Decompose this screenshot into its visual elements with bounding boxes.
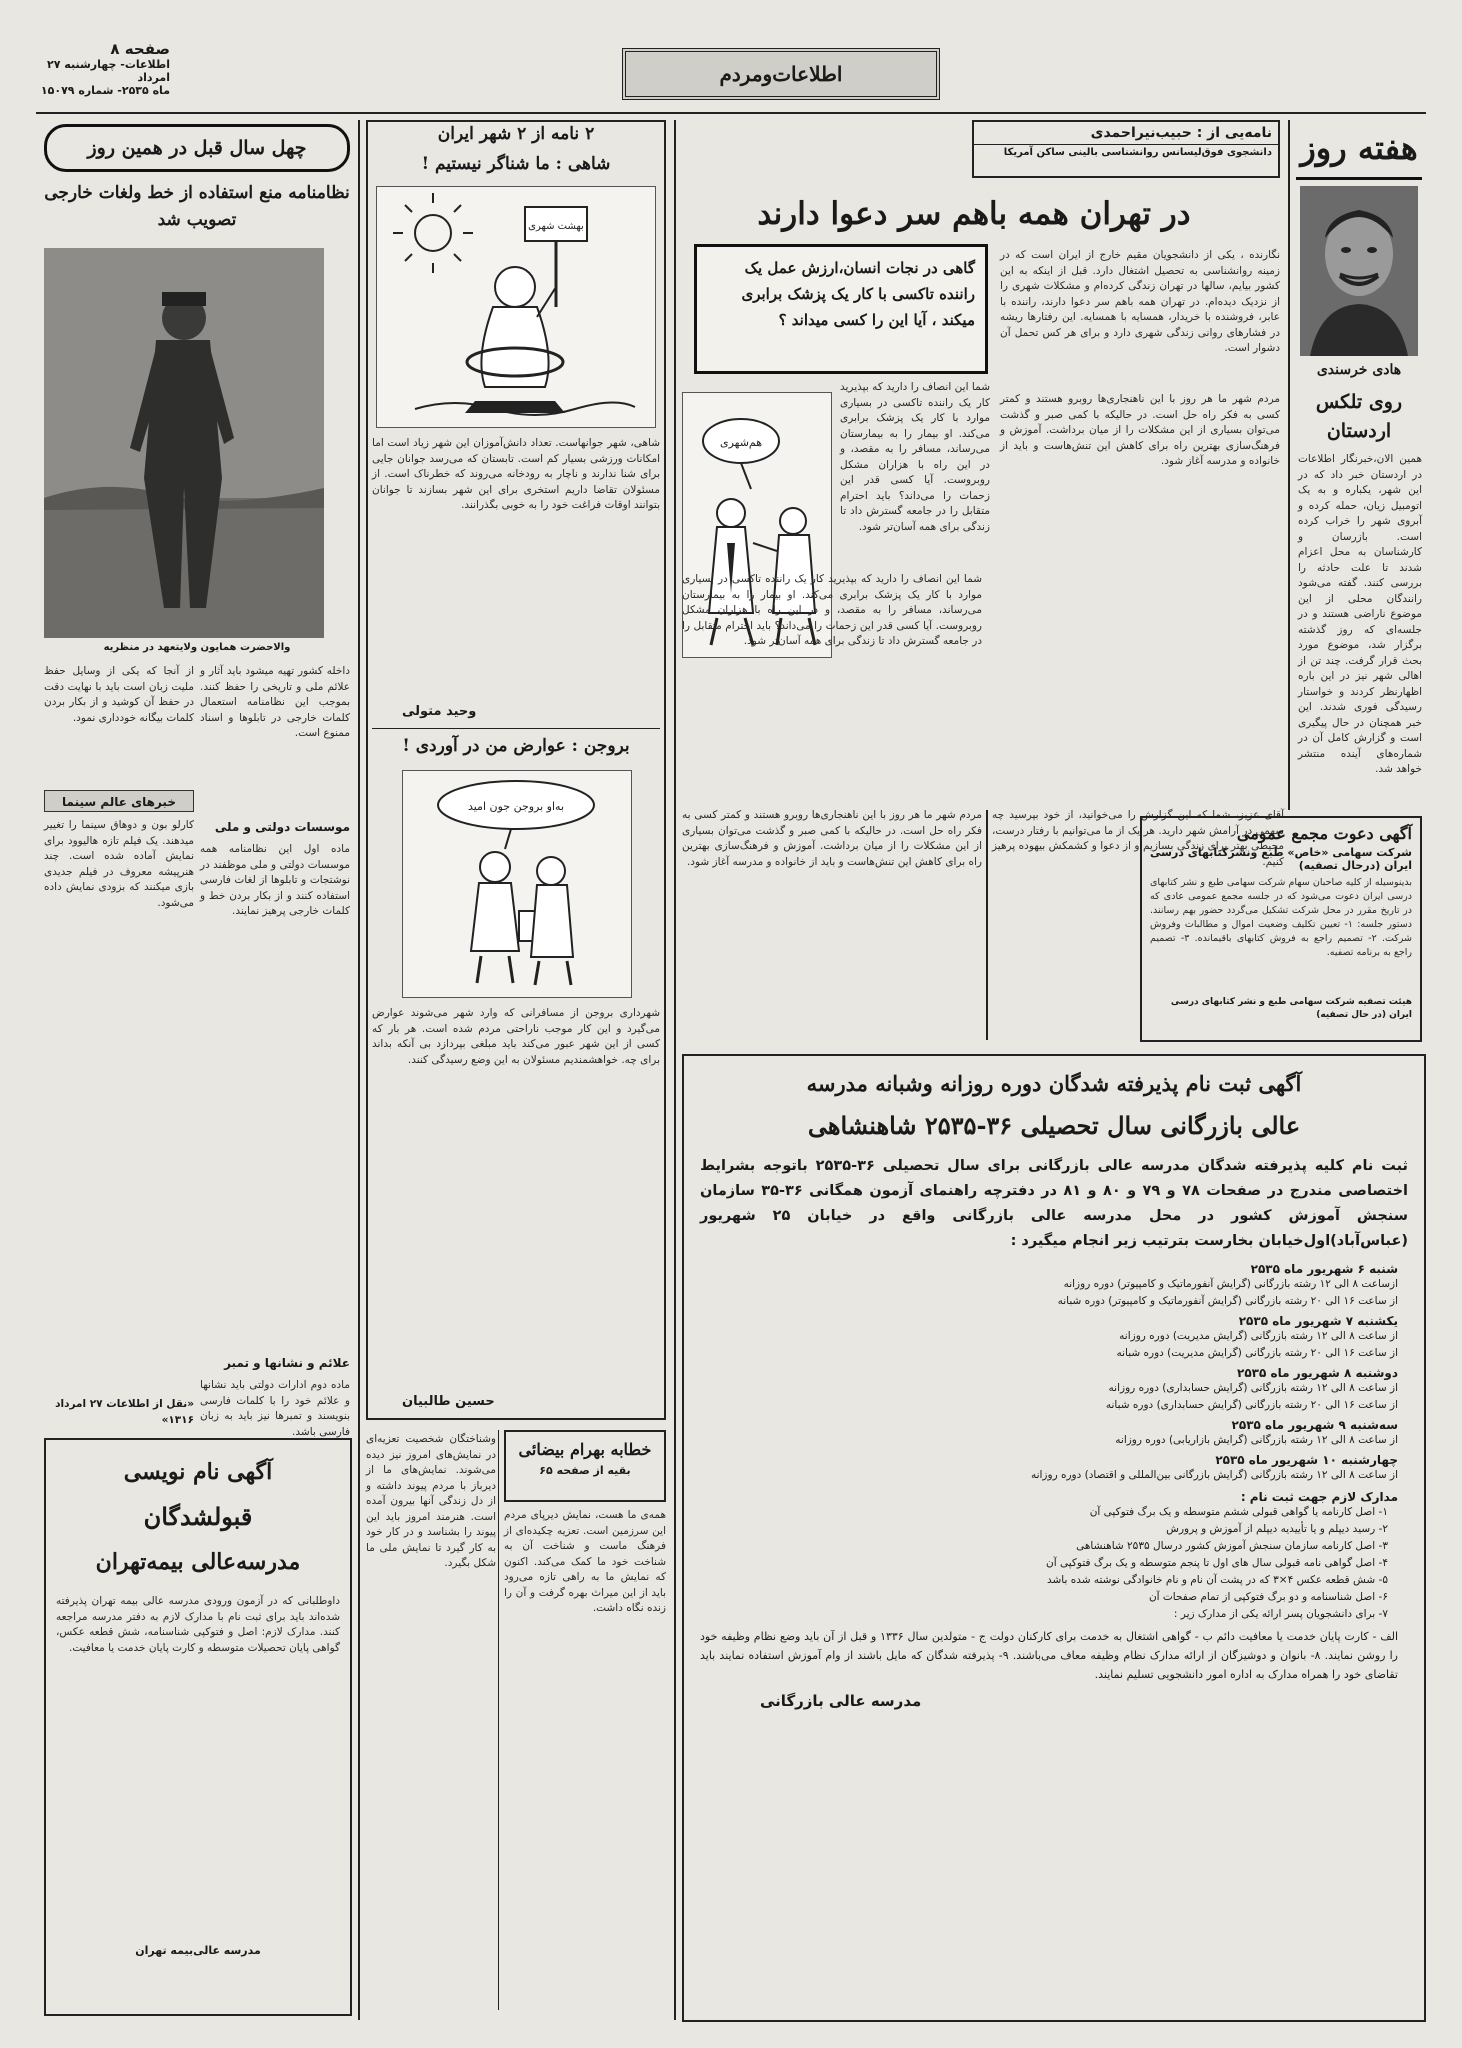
section-title: اطلاعات‌ومردم: [719, 62, 843, 86]
forty-years-headline: نظامنامه منع استفاده از خط ولغات خارجی تصویب شد: [44, 183, 350, 230]
bazargani-sign: مدرسه عالی بازرگانی: [760, 1692, 922, 1710]
docs-item: ۷- برای دانشجویان پسر ارائه یکی از مدارک زیر :: [1173, 1608, 1388, 1620]
bazargani-title1: آگهی ثبت نام پذیرفته شدگان دوره روزانه وشبانه مدرسه: [806, 1071, 1302, 1096]
pullquote-text: گاهی در نجات انسان،ارزش عمل یک راننده تاکسی با کار یک پزشک برابری میکند ، آیا این را کسی میداند ؟: [741, 259, 975, 329]
page-number: صفحه ۸: [110, 40, 170, 58]
bazargani-schedule: [700, 1262, 1408, 1484]
docs-title: مدارک لازم جهت ثبت نام :: [1240, 1490, 1398, 1504]
letter-pullquote: [694, 244, 988, 374]
header-rule: [36, 112, 1426, 114]
schedule-line: از ساعت ۸ الی ۱۲ رشته بازرگانی (گرایش بازاریابی) دوره روزانه: [1115, 1434, 1398, 1446]
forty-body-left: از آنجا که یکی از وسایل حفظ ملیت زبان است باید با نهایت دقت در حفظ آن کوشید و از بکار بردن کلمات بیگانه خودداری نمود.: [44, 665, 194, 724]
schedule-line: از ساعت ۱۶ الی ۲۰ رشته بازرگانی (گرایش مدیریت) دوره شبانه: [1116, 1347, 1398, 1359]
schedule-day-4: [700, 1418, 1398, 1449]
bahram-body-a: همه‌ی ما هست، نمایش دیرپای مردم این سرزمین است. تعزیه چکیده‌ای از فرهنگ ماست و شناخت آن به شناخت خود ما کمک می‌کند. اکنون که نمایش ما به راهی تازه می‌رود باید از این میراث بهره گرفت و آن را زنده نگاه داشت.: [504, 1509, 666, 1614]
insurance-body: داوطلبانی که در آزمون ورودی مدرسه عالی بیمه تهران پذیرفته شده‌اند باید برای ثبت نام با مدارک لازم به دفتر مدرسه مراجعه کنند. مدارک لازم: اصل و فتوکپی شناسنامه، شش قطعه عکس، گواهی پایان تحصیلات متوسطه و کارت پایان خدمت یا معافیت.: [56, 1595, 340, 1654]
hafte-rule: [1288, 120, 1290, 810]
assembly-sub1: شرکت سهامی «خاص» طبع ونشرکتابهای درسی: [1150, 846, 1412, 859]
letter-from-sub: دانشجوی فوق‌لیسانس روانشناسی بالینی ساکن آمریکا: [974, 144, 1278, 160]
docs-item: ۱- اصل کارنامه یا گواهی قبولی ششم متوسطه و یک برگ فتوکپی آن: [1089, 1506, 1388, 1518]
docs-notes: الف - کارت پایان خدمت یا معافیت دائم ب - گواهی اشتغال به خدمت برای کارکنان دولت ج - متولدین سال ۱۳۳۶ و قبل از آن باید وضع نظام وظیفه خود را روشن نمایند. ۸- بانوان و دوشیزگان از ارائه مدارک نظام وظیفه معاف می‌باشند. ۹- پذیرفته شدگان که مایل باشند از وام آموزش استفاده نمایند باید تقاضای خود را همراه مدارک به اداره امور دانشجویی تسلیم نمایند.: [700, 1630, 1398, 1681]
docs-item: ۶- اصل شناسنامه و دو برگ فتوکپی از تمام صفحات آن: [1148, 1591, 1388, 1603]
cartoon-traveler-icon: [401, 771, 631, 999]
forty-years-banner-text: چهل سال قبل در همین روز: [87, 137, 307, 159]
assembly-sub2: ایران (درحال تصفیه): [1298, 859, 1412, 872]
schedule-day-label: شنبه ۶ شهریور ماه ۲۵۳۵: [1250, 1262, 1398, 1276]
author-portrait-icon: [1300, 186, 1418, 356]
docs-item: ۴- اصل گواهی نامه قبولی سال های اول تا پنجم متوسطه و یک برگ فتوکپی آن: [1046, 1557, 1388, 1569]
insurance-title2: قبولشدگان: [143, 1502, 253, 1531]
cartoon-label: هم‌شهری: [719, 436, 763, 449]
assembly-ad: [1140, 816, 1422, 1042]
borujen-body: شهرداری بروجن از مسافرانی که وارد شهر می‌شوند عوارض می‌گیرد و این کار موجب ناراحتی مردم شده است. هر بار که کسی از این شهر عبور می‌کند باید مبلغی بپردازد بی آنکه بداند برای چه. خواهشمندیم مسئولان به این وضع رسیدگی کنند.: [372, 1007, 660, 1066]
schedule-day-1: [700, 1262, 1398, 1310]
insurance-title3: مدرسه‌عالی بیمه‌تهران: [95, 1549, 301, 1575]
letter-headline: در تهران همه باهم سر دعوا دارند: [757, 196, 1191, 232]
shahi-signature: وحید متولی: [402, 704, 477, 719]
letter-body-b: مردم شهر ما هر روز با این ناهنجاری‌ها روبرو هستند و کمتر کسی به فکر راه حل است. در حالیکه با کمی صبر و گذشت می‌توان بسیاری از این مشکلات را از میان برداشت. آموزش و فرهنگ‌سازی بهترین راه برای کاهش این تنش‌هاست و باید از خانواده و مدرسه آغاز شود.: [1000, 393, 1280, 467]
music-subtitle: موسسات دولتی و ملی: [214, 820, 350, 834]
assembly-sign: هیئت تصفیه شرکت سهامی طبع و نشر کتابهای درسی ایران (در حال تصفیه): [1170, 997, 1412, 1020]
bahram-sub: بقیه از صفحه ۶۵: [539, 1464, 631, 1477]
forty-years-banner: [44, 124, 350, 172]
schedule-day-label: دوشنبه ۸ شهریور ماه ۲۵۳۵: [1237, 1366, 1398, 1380]
hafte-logo: [1296, 120, 1422, 180]
bahram-body-b: وشناختگان شخصیت تعزیه‌ای در نمایش‌های امروز نیز دیده می‌شوند. نمایش‌های ما از دیرباز با مردم پیوند داشته و از دل زندگی آنها بیرون آمده است. هنرمند امروز باید این پیوند را بشناسد و در کار خود به کار گیرد تا نمایش ملی ما شکل بگیرد.: [366, 1433, 496, 1569]
hafte-logo-text: هفته روز: [1300, 129, 1418, 167]
column-rule-2: [674, 120, 676, 2020]
schedule-line: از ساعت ۸ الی ۱۲ رشته بازرگانی (گرایش مدیریت) دوره روزانه: [1119, 1330, 1398, 1342]
music-body: ماده اول این نظامنامه همه موسسات دولتی و ملی موظفند در نوشتجات و تابلوها از لغات فارسی استفاده کنند و از بکار بردن خط و کلمات خارجی پرهیز نمایند.: [200, 843, 350, 917]
forty-body-right: داخله کشور تهیه میشود باید آثار و علائم ملی و تاریخی را حفظ کنند. بموجب این نظامنامه استعمال کلمات خارجی در تابلوها و اسناد ممنوع است.: [200, 665, 350, 739]
docs-list: [700, 1504, 1408, 1623]
issue-number: ماه ۲۵۳۵- شماره ۱۵۰۷۹: [40, 84, 170, 97]
letter-byline: [972, 120, 1280, 178]
bahram-box: [504, 1430, 666, 1502]
letter-inner-rule: [986, 810, 988, 1040]
docs-item: ۳- اصل کارنامه سازمان سنجش آموزش کشور درسال ۲۵۳۵ شاهنشاهی: [1076, 1540, 1388, 1552]
schedule-day-5: [700, 1453, 1398, 1484]
cinema-body: کارلو بون و دوهاق سینما را تغییر میدهند. یک فیلم تازه هالیوود برای نمایش آماده شده است. چند هنرپیشه معروف در فیلم جدیدی بازی میکنند که بزودی نمایش داده می‌شود.: [44, 819, 194, 909]
shahi-body: شاهی، شهر جوانهاست. تعداد دانش‌آموزان این شهر زیاد است اما امکانات ورزشی بسیار کم است. تابستان که می‌رسد جوانان جایی برای شنا ندارند و ناچار به رودخانه می‌روند که خطرناک است. از مسئولان تقاضا داریم استخری برای این شهر بسازند تا جوانان بتوانند اوقات فراغت خود را به خوبی بگذرانند.: [372, 437, 660, 511]
docs-item: ۲- رسید دیپلم و یا تأییدیه دیپلم از آموزش و پرورش: [1166, 1523, 1388, 1535]
schedule-day-3: [700, 1366, 1398, 1414]
bazargani-ad: [682, 1054, 1426, 2022]
schedule-day-label: یکشنبه ۷ شهریور ماه ۲۵۳۵: [1238, 1314, 1398, 1328]
signs-body: ماده دوم ادارات دولتی باید نشانها و علائم خود را با کلمات فارسی بنویسند و تمبرها نیز باید به زبان فارسی باشد.: [200, 1379, 350, 1438]
assembly-body: بدینوسیله از کلیه صاحبان سهام شرکت سهامی طبع و نشر کتابهای درسی ایران دعوت می‌شود که در جلسه مجمع عمومی عادی که در تاریخ مقرر در محل شرکت تشکیل می‌گردد حضور بهم رسانند. دستور جلسه: ۱- تعیین تکلیف وضعیت اموال و مطالبات وفروش شرکت. ۲- تصمیم راجع به فروش کتابهای باقیمانده. ۳- تصمیم راجع به برنامه تصفیه.: [1150, 877, 1413, 958]
letter-body-e: مردم شهر ما هر روز با این ناهنجاری‌ها روبرو هستند و کمتر کسی به فکر راه حل است. در حالیکه با کمی صبر و گذشت می‌توان بسیاری از این مشکلات را از میان برداشت. آموزش و فرهنگ‌سازی بهترین راه برای کاهش این تنش‌هاست و باید از خانواده و مدرسه آغاز شود.: [682, 809, 982, 868]
schedule-line: از ساعت ۸ الی ۱۲ رشته بازرگانی (گرایش بازرگانی بین‌المللی و اقتصاد) دوره روزانه: [1030, 1469, 1398, 1481]
page-info: [40, 40, 170, 110]
schedule-day-label: سه‌شنبه ۹ شهریور ماه ۲۵۳۵: [1231, 1418, 1398, 1432]
author-photo: [1300, 186, 1418, 356]
section-banner: [622, 48, 940, 100]
cartoon-speech: به‌او بروجن جون امید: [467, 800, 565, 813]
schedule-day-2: [700, 1314, 1398, 1362]
letter-body-c: شما این انصاف را دارید که بپذیرید کار یک راننده تاکسی در بسیاری موارد با کار یک پزشک برابری می‌کند. او بیمار را به بیمارستان می‌رساند، مسافر را به مقصد، و در این راه با هزاران مشکل روبروست. آیا کسی قدر این زحمات را می‌داند؟ باید احترام متقابل را در جامعه گسترش داد تا زندگی برای همه آسان‌تر شود.: [682, 573, 982, 647]
schedule-day-label: چهارشنبه ۱۰ شهریور ماه ۲۵۳۵: [1215, 1453, 1398, 1467]
bazargani-intro: ثبت نام کلیه پذیرفته شدگان مدرسه عالی بازرگانی برای سال تحصیلی ۳۶-۲۵۳۵ باتوجه بشرایط اختصاصی مندرج در صفحات ۷۸ و ۷۹ و ۸۰ و ۸۱ در دفترچه راهنمای آزمون همگانی ۳۶-۳۵ سازمان سنجش آموزش کشور در محل مدرسه عالی بازرگانی واقع در خیابان ۲۵ شهریور (عباس‌آباد)اول‌خیابان بخارست بترتیب زیر انجام میگیرد :: [700, 1158, 1409, 1249]
insurance-sign: مدرسه عالی‌بیمه تهران: [135, 1944, 261, 1957]
bahram-headline: خطابه بهرام بیضائی: [518, 1440, 652, 1459]
insurance-title1: آگهی نام نویسی: [123, 1459, 273, 1485]
historic-photo-icon: [44, 248, 324, 638]
borujen-cartoon: [402, 770, 632, 998]
cartoon-sign-text: بهشت شهری: [528, 221, 584, 232]
bahram-rule: [498, 1430, 499, 2010]
borujen-signature: حسین طالبیان: [402, 1394, 495, 1409]
shahi-cartoon: [376, 186, 656, 428]
author-name: هادی خرسندی: [1316, 362, 1402, 378]
signs-subtitle: علائم و نشانها و تمبر: [224, 1356, 350, 1370]
schedule-line: از ساعت ۱۶ الی ۲۰ رشته بازرگانی (گرایش آنفورماتیک و کامپیوتر) دوره شبانه: [1057, 1295, 1398, 1307]
photo-caption: والاحضرت همایون ولایتعهد در منظریه: [103, 642, 291, 653]
bazargani-title2: عالی بازرگانی سال تحصیلی ۳۶-۲۵۳۵ شاهنشاهی: [807, 1111, 1301, 1140]
shahi-subtitle: شاهی : ما شناگر نیستیم !: [421, 154, 611, 174]
cinema-title: خبرهای عالم سینما: [44, 790, 194, 812]
borujen-subtitle: بروجن : عوارض من در آوردی !: [402, 736, 630, 756]
cartoon-swimmer-icon: [375, 187, 655, 429]
forty-source: «نقل از اطلاعات ۲۷ امرداد ۱۳۱۶»: [55, 1398, 194, 1426]
schedule-line: ازساعت ۸ الی ۱۲ رشته بازرگانی (گرایش آنفورماتیک و کامپیوتر) دوره روزانه: [1063, 1278, 1398, 1290]
letter-body-a: نگارنده ، یکی از دانشجویان مقیم خارج از ایران است که در زمینه روانشناسی به تحصیل اشتغال دارد. قبل از اینکه به این کشور بیایم، سالها در تهران زندگی کرده‌ام و مشکلات شهری را از نزدیک دیده‌ام. در تهران همه باهم سر دعوا دارند، راننده با عابر، فروشنده با خریدار، همسایه با همسایه. این رفتارها ریشه در فشارهای روانی زندگی شهری دارد و برای هر کس تحمل آن دشوار است.: [1000, 249, 1280, 354]
column-rule-3: [358, 120, 360, 2020]
letter-from: نامه‌یی از : حبیب‌نیراحمدی: [1090, 125, 1272, 141]
crown-prince-photo: [44, 248, 324, 638]
letter-body-c-top: شما این انصاف را دارید که بپذیرید کار یک راننده تاکسی در بسیاری موارد با کار یک پزشک برابری می‌کند. او بیمار را به بیمارستان می‌رساند، مسافر را به مقصد، و در این راه با هزاران مشکل روبروست. آیا کسی قدر این زحمات را می‌داند؟ باید احترام متقابل را در جامعه گسترش داد تا زندگی برای همه آسان‌تر شود.: [840, 381, 990, 533]
assembly-title: آگهی دعوت مجمع عمومی: [1236, 824, 1412, 843]
hafte-body: همین الان،خبرنگار اطلاعات در اردستان خبر داد که در این شهر، یکباره و به یک اتومبیل زیان، حمله کرده و آبروی شهر را خراب کرده است. بازرسان و کارشناسان به محل اعزام شدند تا علت حادثه را بررسی کنند. گفته می‌شود رانندگان محلی از این موضوع ناراضی هستند و در جلسه‌ای که روز گذشته برگزار شد، موضوع مورد بحث قرار گرفت. چند تن از اهالی شهر نیز در این باره اظهارنظر کردند و خواستار رسیدگی فوری شدند. این خبر همچنان در حال پیگیری است و گزارش کامل آن در شماره‌های آینده منتشر خواهد شد.: [1298, 453, 1422, 775]
issue-date: اطلاعات- چهارشنبه ۲۷ امرداد: [47, 58, 170, 84]
docs-item: ۵- شش قطعه عکس ۴×۳ که در پشت آن نام و نام خانوادگی نوشته شده باشد: [1046, 1574, 1388, 1586]
two-letters-headline: ۲ نامه از ۲ شهر ایران: [437, 124, 595, 144]
schedule-line: از ساعت ۱۶ الی ۲۰ رشته بازرگانی (گرایش حسابداری) دوره شبانه: [1105, 1399, 1398, 1411]
schedule-line: از ساعت ۸ الی ۱۲ رشته بازرگانی (گرایش حسابداری) دوره روزانه: [1108, 1382, 1398, 1394]
letter-body-d: آقای عزیز، شما که این گزارش را می‌خوانید، از خود بپرسید چه سهمی در آرامش شهر دارید. هر یک از ما می‌توانیم با رفتار درست، محیطی بهتر برای زندگی بسازیم و از دعوا و کشمکش بیهوده پرهیز کنیم.: [992, 809, 1284, 868]
hafte-title: روی تلکس اردستان: [1315, 391, 1403, 442]
insurance-ad: [44, 1438, 352, 2016]
shahi-divider: [372, 728, 660, 729]
